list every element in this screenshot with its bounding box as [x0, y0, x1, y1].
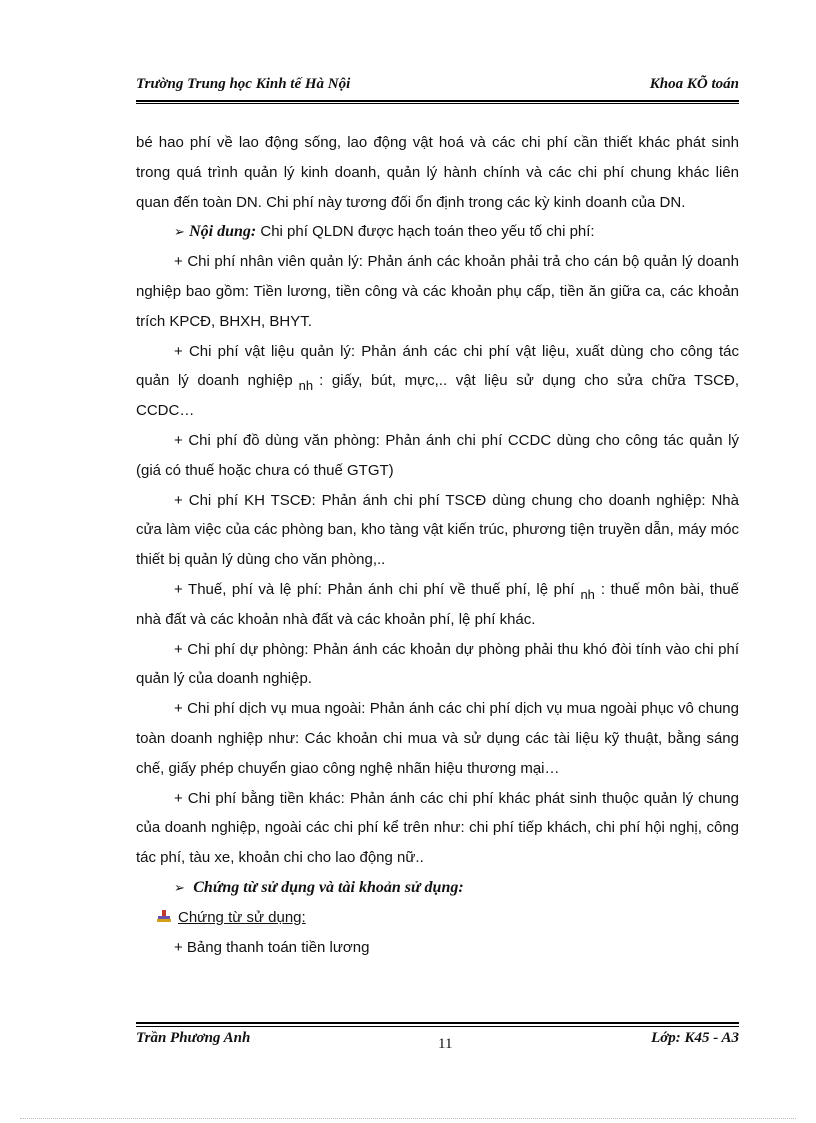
footer-rule-thin — [136, 1026, 739, 1027]
subscript: nh — [298, 378, 314, 394]
subsection-heading — [136, 903, 739, 933]
subscript: nh — [580, 586, 595, 602]
footer-author: Trần Phương Anh — [136, 1030, 251, 1046]
paragraph: + Chi phí bằng tiền khác: Phản ánh các chi phí khác phát sinh thuộc quản lý chung của doanh nghiệp, ngoài các chi phí kể trên như: chi phí tiếp khách, chi phí hội nghị, công tác phí, tàu xe, khoản chi cho lao động nữ.. — [136, 789, 739, 867]
footer-rule — [136, 1022, 739, 1024]
paragraph: + Chi phí dự phòng: Phản ánh các khoản dự phòng phải thu khó đòi tính vào chi phí quản lý của doanh nghiệp. — [136, 640, 739, 688]
footer-class: Lớp: K45 - A3 — [651, 1030, 739, 1046]
paragraph: bé hao phí về lao động sống, lao động vật hoá và các chi phí cần thiết khác phát sinh trong quá trình quản lý kinh doanh, quản lý hành chính và các chi phí chung khác liên quan đến toàn DN. Chi phí này tương đối ổn định trong các kỳ kinh doanh của DN. — [136, 134, 739, 211]
page-number: 11 — [438, 1036, 453, 1052]
paragraph-text: : giấy, bút, mực,.. vật liệu sử dụng cho sửa chữa TSCĐ, CCDC… — [136, 372, 739, 420]
header-school: Trường Trung học Kinh tế Hà Nội — [136, 76, 351, 92]
subsection-label: Chứng từ sử dụng: — [178, 908, 306, 926]
stamp-bullet-icon — [156, 904, 172, 918]
page-edge-divider — [20, 1118, 796, 1119]
paragraph — [136, 575, 739, 635]
paragraph — [136, 337, 739, 426]
paragraph-text: + Thuế, phí và lệ phí: Phản ánh chi phí về thuế phí, lệ phí — [174, 580, 575, 598]
paragraph: + Bảng thanh toán tiền lương — [174, 938, 370, 956]
paragraph: + Chi phí KH TSCĐ: Phản ánh chi phí TSCĐ dùng chung cho doanh nghiệp: Nhà cửa làm việc của các phòng ban, kho tàng vật kiến trúc, phương tiện truyền dẫn, máy móc thiết bị quản lý dùng cho văn phòng,.. — [136, 491, 739, 569]
arrow-bullet-icon: ➢ — [174, 879, 185, 895]
paragraph: + Chi phí đồ dùng văn phòng: Phản ánh chi phí CCDC dùng cho công tác quản lý (giá có thuế hoặc chưa có thuế GTGT) — [136, 431, 739, 479]
header-department: Khoa KÕ toán — [649, 76, 739, 92]
paragraph-text: + Chi phí vật liệu quản lý: Phản ánh các chi phí vật liệu, xuất dùng cho công tác quản lý doanh nghiệp — [136, 342, 739, 390]
header-rule — [136, 103, 739, 104]
paragraph-text: : thuế môn bài, thuế nhà đất và các khoản nhà đất và các khoản phí, lệ phí khác. — [136, 580, 739, 628]
arrow-bullet-icon: ➢ — [174, 224, 185, 240]
paragraph: + Chi phí dịch vụ mua ngoài: Phản ánh các chi phí dịch vụ mua ngoài phục vô chung toàn doanh nghiệp như: Các khoản chi mua và sử dụng các tài liệu kỹ thuật, bằng sáng chế, giấy phép chuyển giao công nghệ nhãn hiệu thương mại… — [136, 700, 739, 777]
page-header — [136, 74, 739, 102]
page-footer — [136, 1030, 739, 1060]
section-heading-label: Chứng từ sử dụng và tài khoản sử dụng: — [193, 878, 464, 896]
section-heading — [136, 873, 739, 903]
document-body — [136, 128, 739, 962]
content-text: Chi phí QLDN được hạch toán theo yếu tố chi phí: — [256, 223, 595, 241]
content-label: Nội dung: — [189, 223, 257, 241]
section-content-heading — [136, 217, 739, 247]
paragraph: + Chi phí nhân viên quản lý: Phản ánh các khoản phải trả cho cán bộ quản lý doanh nghiệp bao gồm: Tiền lương, tiền công và các khoản phụ cấp, tiền ăn giữa ca, các khoản trích KPCĐ, BHXH, BHYT. — [136, 253, 739, 330]
